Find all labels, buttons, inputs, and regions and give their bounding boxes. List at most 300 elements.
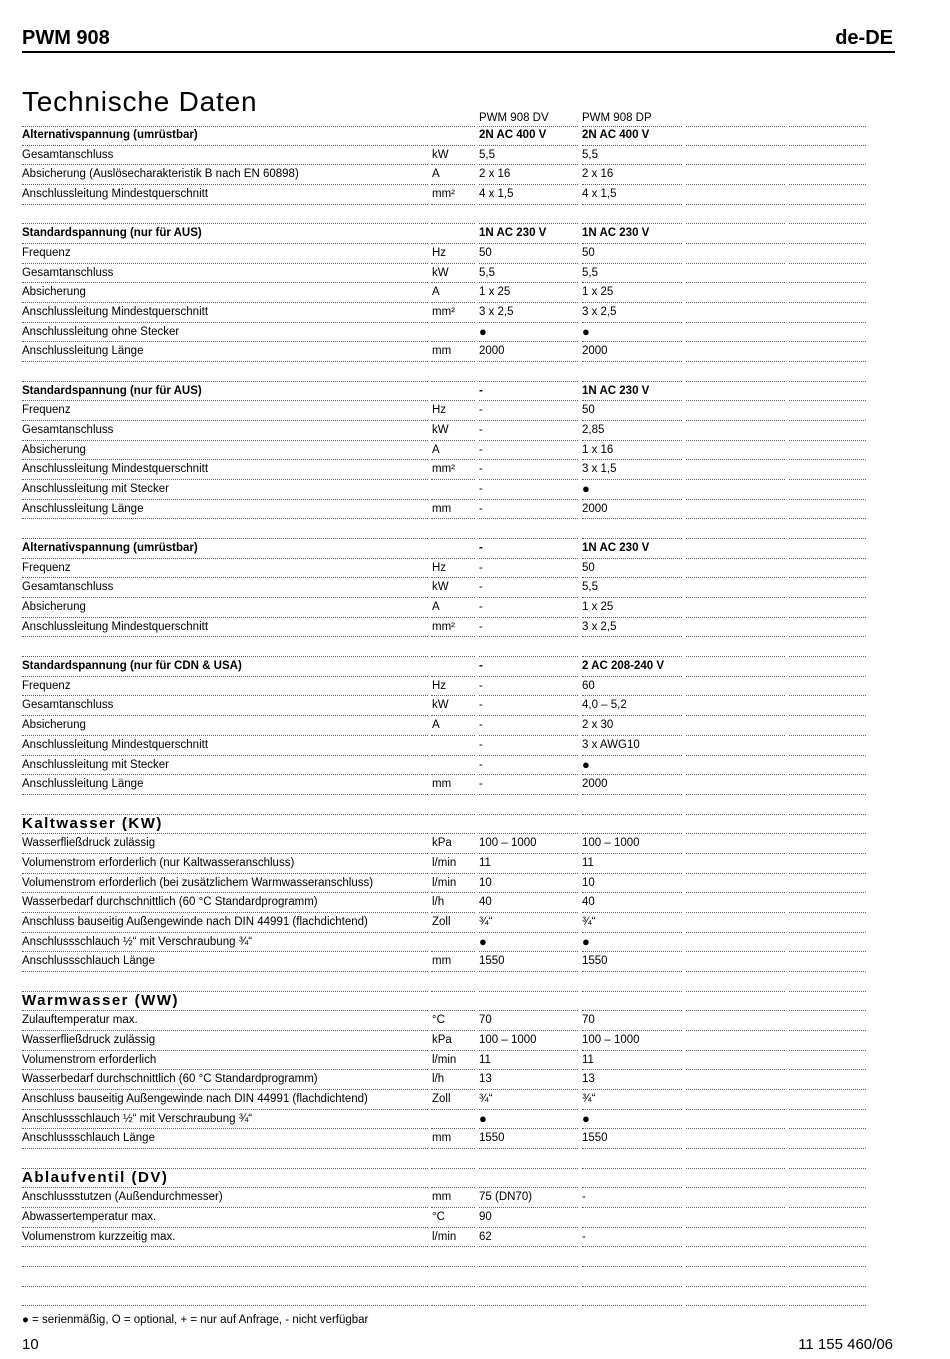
unit-cell	[431, 323, 475, 343]
row-label	[22, 972, 428, 992]
blank-cell	[686, 972, 785, 992]
unit-cell: l/min	[431, 1051, 475, 1071]
value-pwm-908-dp: 2000	[582, 342, 682, 362]
blank-cell	[789, 480, 866, 500]
row-label: Frequenz	[22, 677, 428, 697]
section-heading-row	[0, 1169, 950, 1189]
value-pwm-908-dv: -	[479, 401, 578, 421]
table-row	[0, 460, 950, 480]
row-label: Anschlussleitung Mindestquerschnitt	[22, 460, 428, 480]
empty-row	[0, 205, 950, 225]
blank-cell	[789, 598, 866, 618]
value-pwm-908-dp: 50	[582, 244, 682, 264]
blank-cell	[686, 1228, 785, 1248]
row-label: Frequenz	[22, 559, 428, 579]
unit-cell	[431, 1110, 475, 1130]
row-label: Anschlussstutzen (Außendurchmesser)	[22, 1188, 428, 1208]
unit-cell	[431, 933, 475, 953]
blank-cell	[686, 1208, 785, 1228]
unit-cell	[431, 224, 475, 244]
blank-cell	[686, 1070, 785, 1090]
value-pwm-908-dp: ●	[582, 480, 682, 500]
blank-cell	[789, 401, 866, 421]
blank-cell	[789, 1169, 866, 1189]
value-pwm-908-dp: 2 x 30	[582, 716, 682, 736]
blank-cell	[686, 716, 785, 736]
unit-cell: mm	[431, 1129, 475, 1149]
value-pwm-908-dv: -	[479, 382, 578, 402]
unit-cell: l/min	[431, 854, 475, 874]
blank-cell	[686, 637, 785, 657]
row-label: Wasserbedarf durchschnittlich (60 °C Standardprogramm)	[22, 893, 428, 913]
blank-cell	[686, 815, 785, 835]
value-pwm-908-dp: ¾“	[582, 913, 682, 933]
section-heading: Ablaufventil (DV)	[22, 1169, 428, 1189]
value-pwm-908-dp: 10	[582, 874, 682, 894]
blank-cell	[789, 775, 866, 795]
row-label: Zulauftemperatur max.	[22, 1011, 428, 1031]
blank-cell	[789, 696, 866, 716]
value-pwm-908-dp	[582, 519, 682, 539]
blank-cell	[789, 165, 866, 185]
value-pwm-908-dv: 2N AC 400 V	[479, 126, 578, 146]
table-row	[0, 342, 950, 362]
value-pwm-908-dp: 3 x 2,5	[582, 303, 682, 323]
table-row	[0, 421, 950, 441]
unit-cell: A	[431, 283, 475, 303]
value-pwm-908-dp: 2 x 16	[582, 165, 682, 185]
unit-cell: l/h	[431, 1070, 475, 1090]
row-label: Standardspannung (nur für AUS)	[22, 224, 428, 244]
value-pwm-908-dp	[582, 972, 682, 992]
value-pwm-908-dv: 70	[479, 1011, 578, 1031]
table-row	[0, 913, 950, 933]
table-row	[0, 716, 950, 736]
table-row	[0, 1228, 950, 1248]
unit-cell: kW	[431, 264, 475, 284]
row-label	[22, 1267, 428, 1287]
unit-cell: A	[431, 441, 475, 461]
unit-cell: l/min	[431, 874, 475, 894]
value-pwm-908-dv: -	[479, 421, 578, 441]
value-pwm-908-dp: 3 x AWG10	[582, 736, 682, 756]
value-pwm-908-dv: 1550	[479, 1129, 578, 1149]
blank-cell	[789, 1051, 866, 1071]
blank-cell	[686, 578, 785, 598]
blank-cell	[686, 401, 785, 421]
value-pwm-908-dv: -	[479, 657, 578, 677]
blank-cell	[789, 421, 866, 441]
blank-cell	[686, 1267, 785, 1287]
value-pwm-908-dv: ¾“	[479, 1090, 578, 1110]
blank-cell	[789, 342, 866, 362]
blank-cell	[686, 460, 785, 480]
blank-cell	[686, 480, 785, 500]
blank-cell	[789, 1149, 866, 1169]
row-label: Standardspannung (nur für AUS)	[22, 382, 428, 402]
unit-cell: A	[431, 716, 475, 736]
value-pwm-908-dv: 11	[479, 1051, 578, 1071]
table-row	[0, 578, 950, 598]
unit-cell: A	[431, 598, 475, 618]
value-pwm-908-dv: 1N AC 230 V	[479, 224, 578, 244]
unit-cell: kPa	[431, 1031, 475, 1051]
blank-cell	[686, 775, 785, 795]
blank-cell	[789, 185, 866, 205]
value-pwm-908-dp: -	[582, 1188, 682, 1208]
blank-cell	[789, 637, 866, 657]
value-pwm-908-dv: -	[479, 756, 578, 776]
empty-row	[0, 1247, 950, 1267]
value-pwm-908-dv	[479, 972, 578, 992]
blank-cell	[686, 441, 785, 461]
blank-cell	[686, 303, 785, 323]
row-label: Anschlussleitung ohne Stecker	[22, 323, 428, 343]
row-label: Anschlussleitung Mindestquerschnitt	[22, 303, 428, 323]
blank-cell	[789, 952, 866, 972]
table-row	[0, 677, 950, 697]
value-pwm-908-dv: -	[479, 539, 578, 559]
group-header-row	[0, 382, 950, 402]
row-label: Anschlussschlauch ½“ mit Verschraubung ¾“	[22, 1110, 428, 1130]
value-pwm-908-dp: 5,5	[582, 264, 682, 284]
blank-cell	[789, 460, 866, 480]
blank-cell	[686, 677, 785, 697]
table-row	[0, 283, 950, 303]
row-label: Volumenstrom erforderlich (bei zusätzlichem Warmwasseranschluss)	[22, 874, 428, 894]
table-row	[0, 874, 950, 894]
blank-cell	[686, 559, 785, 579]
blank-cell	[789, 578, 866, 598]
value-pwm-908-dp: 1550	[582, 952, 682, 972]
section-heading-row	[0, 815, 950, 835]
row-label: Gesamtanschluss	[22, 146, 428, 166]
section-heading-row	[0, 992, 950, 1012]
value-pwm-908-dv: 75 (DN70)	[479, 1188, 578, 1208]
page-title: Technische Daten	[22, 86, 258, 117]
unit-cell: l/h	[431, 893, 475, 913]
blank-cell	[789, 224, 866, 244]
value-pwm-908-dv: 13	[479, 1070, 578, 1090]
document-number: 11 155 460/06	[798, 1336, 893, 1353]
table-row	[0, 1129, 950, 1149]
table-row	[0, 1208, 950, 1228]
row-label: Anschlussleitung Länge	[22, 775, 428, 795]
blank-cell	[686, 244, 785, 264]
blank-cell	[686, 1247, 785, 1267]
table-row	[0, 264, 950, 284]
value-pwm-908-dv: 10	[479, 874, 578, 894]
value-pwm-908-dp: 40	[582, 893, 682, 913]
group-header-row	[0, 126, 950, 146]
row-label: Anschlussleitung Mindestquerschnitt	[22, 185, 428, 205]
unit-cell: l/min	[431, 1228, 475, 1248]
blank-cell	[686, 992, 785, 1012]
blank-cell	[789, 795, 866, 815]
value-pwm-908-dp: 50	[582, 401, 682, 421]
unit-cell	[431, 756, 475, 776]
blank-cell	[789, 126, 866, 146]
unit-cell	[431, 539, 475, 559]
value-pwm-908-dv: 1550	[479, 952, 578, 972]
value-pwm-908-dv: 2000	[479, 342, 578, 362]
value-pwm-908-dp: ●	[582, 323, 682, 343]
row-label: Anschlussschlauch Länge	[22, 952, 428, 972]
empty-row	[0, 1287, 950, 1307]
blank-cell	[789, 1070, 866, 1090]
value-pwm-908-dv: -	[479, 775, 578, 795]
row-label: Anschlussleitung mit Stecker	[22, 480, 428, 500]
table-row	[0, 480, 950, 500]
unit-cell	[431, 519, 475, 539]
value-pwm-908-dp	[582, 205, 682, 225]
blank-cell	[789, 1090, 866, 1110]
blank-cell	[686, 519, 785, 539]
value-pwm-908-dp: ●	[582, 933, 682, 953]
blank-cell	[686, 933, 785, 953]
value-pwm-908-dp	[582, 362, 682, 382]
table-row	[0, 893, 950, 913]
row-label: Volumenstrom erforderlich	[22, 1051, 428, 1071]
unit-cell	[431, 815, 475, 835]
page-number: 10	[22, 1336, 39, 1353]
table-row	[0, 933, 950, 953]
row-label: Anschlussleitung Länge	[22, 342, 428, 362]
unit-cell: mm	[431, 952, 475, 972]
unit-cell: Zoll	[431, 1090, 475, 1110]
blank-cell	[686, 657, 785, 677]
table-row	[0, 598, 950, 618]
value-pwm-908-dv: -	[479, 736, 578, 756]
row-label	[22, 362, 428, 382]
row-label: Alternativspannung (umrüstbar)	[22, 539, 428, 559]
table-row	[0, 1188, 950, 1208]
value-pwm-908-dv: 50	[479, 244, 578, 264]
value-pwm-908-dv: ¾“	[479, 913, 578, 933]
blank-cell	[789, 323, 866, 343]
table-row	[0, 854, 950, 874]
unit-cell	[431, 736, 475, 756]
unit-cell	[431, 1169, 475, 1189]
row-label: Anschlussleitung mit Stecker	[22, 756, 428, 776]
blank-cell	[789, 657, 866, 677]
value-pwm-908-dv: 5,5	[479, 264, 578, 284]
blank-cell	[686, 952, 785, 972]
blank-cell	[686, 736, 785, 756]
blank-cell	[686, 283, 785, 303]
value-pwm-908-dp: 1 x 25	[582, 598, 682, 618]
row-label	[22, 637, 428, 657]
blank-cell	[686, 893, 785, 913]
table-row	[0, 756, 950, 776]
value-pwm-908-dp: 3 x 1,5	[582, 460, 682, 480]
value-pwm-908-dv: 100 – 1000	[479, 834, 578, 854]
value-pwm-908-dp	[582, 1287, 682, 1307]
blank-cell	[686, 1287, 785, 1307]
value-pwm-908-dv: 3 x 2,5	[479, 303, 578, 323]
unit-cell: Hz	[431, 559, 475, 579]
value-pwm-908-dv	[479, 1169, 578, 1189]
table-row	[0, 441, 950, 461]
blank-cell	[789, 1011, 866, 1031]
value-pwm-908-dv: -	[479, 598, 578, 618]
row-label: Gesamtanschluss	[22, 696, 428, 716]
blank-cell	[789, 893, 866, 913]
row-label	[22, 205, 428, 225]
unit-cell: kPa	[431, 834, 475, 854]
value-pwm-908-dv	[479, 1267, 578, 1287]
unit-cell: mm	[431, 1188, 475, 1208]
table-row	[0, 185, 950, 205]
blank-cell	[789, 992, 866, 1012]
row-label: Frequenz	[22, 401, 428, 421]
value-pwm-908-dv: 2 x 16	[479, 165, 578, 185]
value-pwm-908-dp	[582, 637, 682, 657]
blank-cell	[686, 1110, 785, 1130]
unit-cell	[431, 1267, 475, 1287]
table-row	[0, 401, 950, 421]
table-row	[0, 736, 950, 756]
group-header-row	[0, 224, 950, 244]
empty-row	[0, 362, 950, 382]
empty-row	[0, 637, 950, 657]
row-label: Volumenstrom kurzzeitig max.	[22, 1228, 428, 1248]
blank-cell	[789, 736, 866, 756]
language-code: de-DE	[835, 27, 893, 49]
value-pwm-908-dv: 1 x 25	[479, 283, 578, 303]
value-pwm-908-dv	[479, 1247, 578, 1267]
blank-cell	[686, 224, 785, 244]
value-pwm-908-dv	[479, 992, 578, 1012]
value-pwm-908-dv	[479, 205, 578, 225]
empty-row	[0, 519, 950, 539]
value-pwm-908-dp: ¾“	[582, 1090, 682, 1110]
unit-cell: mm²	[431, 303, 475, 323]
blank-cell	[789, 1287, 866, 1307]
table-row	[0, 1051, 950, 1071]
value-pwm-908-dp: 4 x 1,5	[582, 185, 682, 205]
unit-cell: A	[431, 165, 475, 185]
blank-cell	[789, 1110, 866, 1130]
row-label: Volumenstrom erforderlich (nur Kaltwasseranschluss)	[22, 854, 428, 874]
row-label	[22, 1149, 428, 1169]
value-pwm-908-dp: 4,0 – 5,2	[582, 696, 682, 716]
blank-cell	[686, 1011, 785, 1031]
value-pwm-908-dp: 100 – 1000	[582, 834, 682, 854]
blank-cell	[789, 539, 866, 559]
value-pwm-908-dp: 11	[582, 854, 682, 874]
blank-cell	[789, 618, 866, 638]
blank-cell	[789, 205, 866, 225]
value-pwm-908-dp: ●	[582, 756, 682, 776]
blank-cell	[686, 834, 785, 854]
value-pwm-908-dp	[582, 1267, 682, 1287]
value-pwm-908-dp	[582, 815, 682, 835]
value-pwm-908-dv	[479, 637, 578, 657]
value-pwm-908-dv: 11	[479, 854, 578, 874]
value-pwm-908-dv: 4 x 1,5	[479, 185, 578, 205]
blank-cell	[686, 1169, 785, 1189]
value-pwm-908-dp	[582, 1247, 682, 1267]
value-pwm-908-dp: 60	[582, 677, 682, 697]
blank-cell	[789, 874, 866, 894]
value-pwm-908-dv: -	[479, 460, 578, 480]
unit-cell	[431, 972, 475, 992]
blank-cell	[686, 1051, 785, 1071]
value-pwm-908-dv: -	[479, 696, 578, 716]
value-pwm-908-dv: -	[479, 677, 578, 697]
row-label: Absicherung	[22, 441, 428, 461]
value-pwm-908-dp: 2000	[582, 500, 682, 520]
blank-cell	[789, 677, 866, 697]
row-label: Anschlussschlauch ½“ mit Verschraubung ¾“	[22, 933, 428, 953]
table-row	[0, 834, 950, 854]
row-label: Absicherung	[22, 716, 428, 736]
row-label: Anschlussleitung Mindestquerschnitt	[22, 618, 428, 638]
blank-cell	[789, 1228, 866, 1248]
blank-cell	[789, 559, 866, 579]
value-pwm-908-dv: ●	[479, 933, 578, 953]
value-pwm-908-dp: 2N AC 400 V	[582, 126, 682, 146]
table-row	[0, 1011, 950, 1031]
row-label: Absicherung (Auslösecharakteristik B nach EN 60898)	[22, 165, 428, 185]
blank-cell	[789, 441, 866, 461]
blank-cell	[686, 1031, 785, 1051]
unit-cell: Zoll	[431, 913, 475, 933]
blank-cell	[789, 913, 866, 933]
table-row	[0, 1110, 950, 1130]
value-pwm-908-dp: 13	[582, 1070, 682, 1090]
value-pwm-908-dv	[479, 815, 578, 835]
value-pwm-908-dp: 50	[582, 559, 682, 579]
group-header-row	[0, 657, 950, 677]
value-pwm-908-dv	[479, 1287, 578, 1307]
value-pwm-908-dp: 3 x 2,5	[582, 618, 682, 638]
unit-cell: Hz	[431, 677, 475, 697]
value-pwm-908-dp: 11	[582, 1051, 682, 1071]
table-row	[0, 165, 950, 185]
row-label: Anschluss bauseitig Außengewinde nach DIN 44991 (flachdichtend)	[22, 1090, 428, 1110]
blank-cell	[789, 264, 866, 284]
unit-cell: mm²	[431, 185, 475, 205]
unit-cell	[431, 657, 475, 677]
unit-cell: kW	[431, 421, 475, 441]
blank-cell	[789, 815, 866, 835]
table-row	[0, 559, 950, 579]
blank-cell	[686, 913, 785, 933]
blank-cell	[789, 500, 866, 520]
value-pwm-908-dp: 1N AC 230 V	[582, 539, 682, 559]
value-pwm-908-dv: 5,5	[479, 146, 578, 166]
value-pwm-908-dv: 40	[479, 893, 578, 913]
value-pwm-908-dv: -	[479, 559, 578, 579]
blank-cell	[789, 303, 866, 323]
value-pwm-908-dp	[582, 1169, 682, 1189]
blank-cell	[686, 264, 785, 284]
blank-cell	[686, 618, 785, 638]
blank-cell	[789, 1188, 866, 1208]
row-label: Anschlussschlauch Länge	[22, 1129, 428, 1149]
blank-cell	[686, 126, 785, 146]
value-pwm-908-dp: 1550	[582, 1129, 682, 1149]
table-row	[0, 1070, 950, 1090]
row-label: Standardspannung (nur für CDN & USA)	[22, 657, 428, 677]
row-label	[22, 1247, 428, 1267]
row-label: Frequenz	[22, 244, 428, 264]
row-label: Anschlussleitung Mindestquerschnitt	[22, 736, 428, 756]
row-label: Abwassertemperatur max.	[22, 1208, 428, 1228]
row-label	[22, 795, 428, 815]
